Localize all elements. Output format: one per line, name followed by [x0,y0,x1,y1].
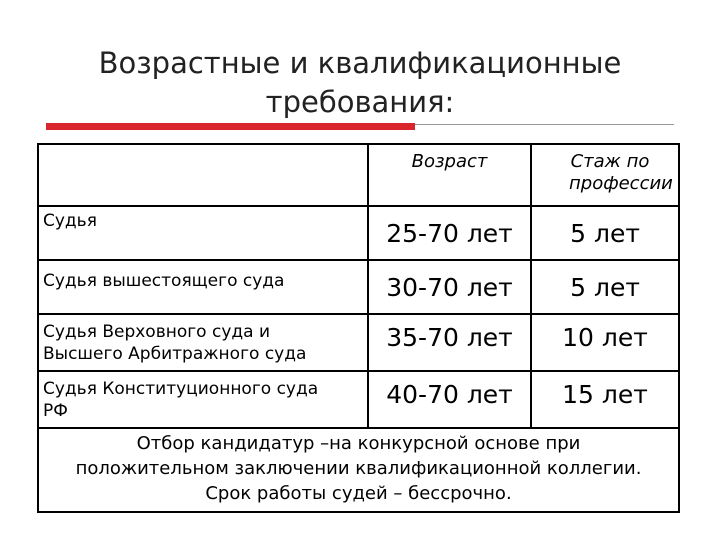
row-label: Судья [43,211,97,231]
age-value: 25-70 лет [386,218,513,248]
row-label [39,315,365,370]
age-value: 40-70 лет [386,380,513,409]
accent-bar [46,123,415,130]
experience-value: 5 лет [570,218,640,248]
age-value: 35-70 лет [386,323,513,352]
row-label [39,372,365,427]
title-line-1: Возрастные и квалификационные [98,46,622,80]
row-label-line: Судья Конституционного суда [43,378,319,399]
row-label-line: Высшего Арбитражного суда [43,343,307,364]
row-label-line: РФ [43,400,68,421]
footer-line: положительном заключении квалификационной коллегии. [75,458,642,479]
experience-value: 5 лет [570,272,640,302]
title-line-2: требования: [265,85,455,119]
footer-line: Срок работы судей – бессрочно. [205,483,512,504]
header-experience: Стаж по профессии [569,151,673,194]
experience-value: 10 лет [562,323,648,352]
header-age: Возраст [411,151,488,172]
row-divider [39,427,678,429]
row-label-line: Судья Верховного суда и [43,321,271,342]
row-label: Судья вышестоящего суда [43,271,285,291]
table-footer-note [39,431,678,506]
age-value: 30-70 лет [386,272,513,302]
footer-line: Отбор кандидатур –на конкурсной основе при [136,433,581,454]
experience-value: 15 лет [562,380,648,409]
requirements-table [37,143,680,513]
slide-title [60,44,660,122]
